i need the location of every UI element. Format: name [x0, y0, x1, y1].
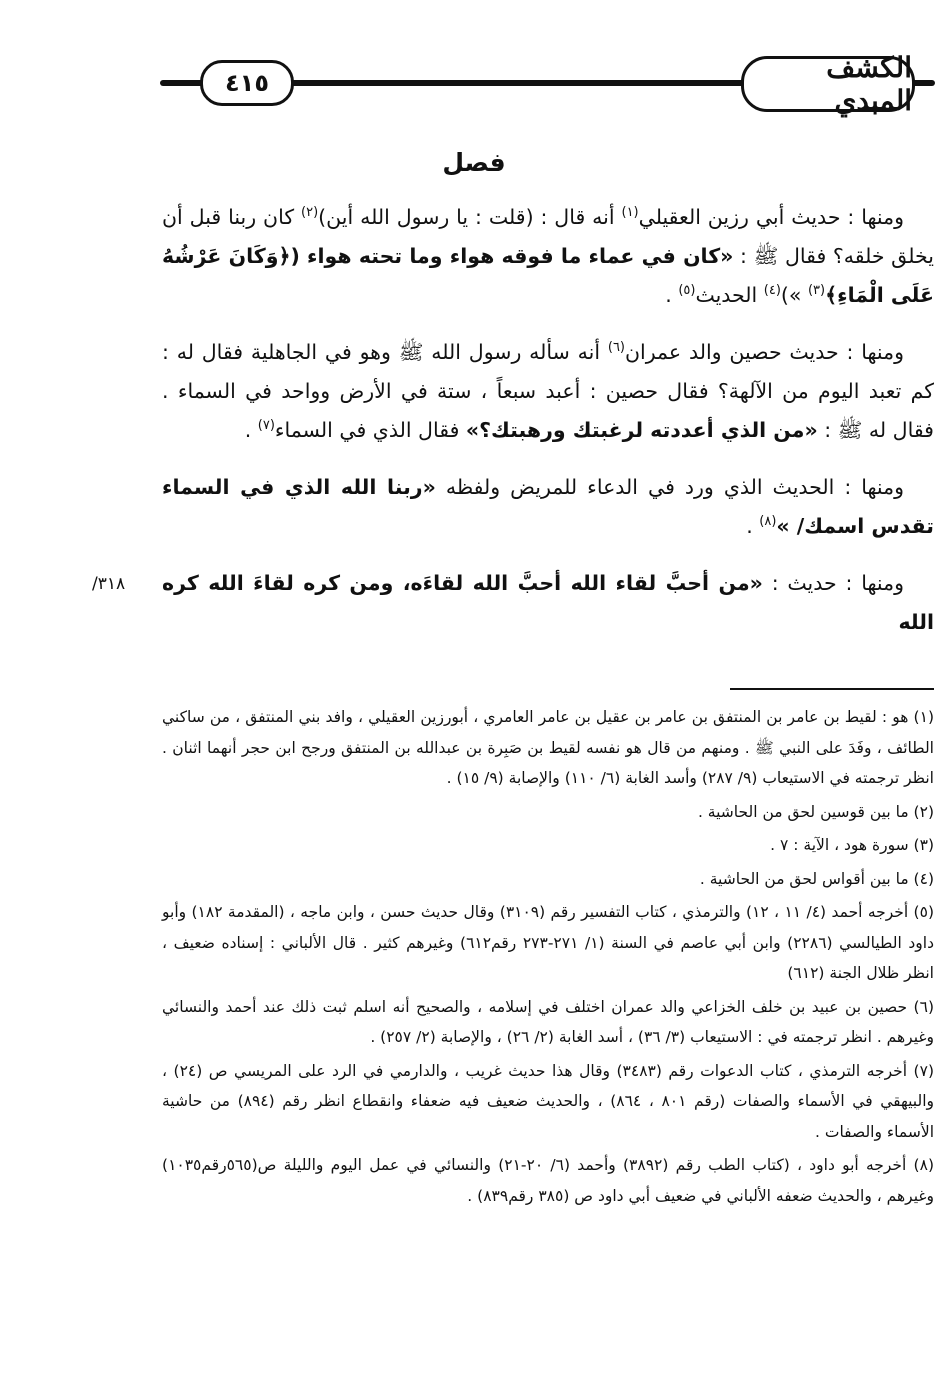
footnote-6: (٦) حصين بن عبيد بن خلف الخزاعي والد عمران اختلف في إسلامه ، والصحيح أنه اسلم ثبت ذلك عند أحمد والنسائي وغيرهم . انظر ترجمته في : الاستيعاب (٣/ ٣٦) ، أسد الغابة (٢/ ٢٦) ، والإصابة (٢/ ٢٥٧) .: [162, 997, 934, 1046]
text-run: الحديث: [695, 283, 764, 307]
manuscript-folio-note: ٣١٨/: [92, 574, 126, 594]
text-run: .: [746, 514, 760, 538]
text-run: ومنها : حديث :: [762, 571, 904, 595]
footnote-3: (٣) سورة هود ، الآية : ٧ .: [770, 836, 934, 854]
hadith-quote: «ربنا الله الذي في السماء تقدس اسمك/ »: [162, 475, 934, 538]
text-run: ومنها : حديث أبي رزين العقيلي: [638, 205, 904, 229]
text-run: .: [665, 283, 679, 307]
text-run: كان ربنا قبل أن يخلق خلقه؟ فقال ﷺ :: [162, 205, 934, 268]
hadith-quote: «من الذي أعددته لرغبتك ورهبتك؟»: [465, 418, 818, 442]
footnotes: [162, 702, 934, 1214]
footnote-ref: (٢): [301, 205, 319, 221]
footnote-ref: (١): [621, 205, 639, 221]
text-run: ومنها : الحديث الذي ورد في الدعاء للمريض ولفظه: [435, 475, 904, 499]
footnote-separator: [730, 688, 934, 690]
text-run: »): [780, 283, 808, 307]
text-run: .: [244, 418, 258, 442]
footnote-ref: (٧): [257, 418, 275, 434]
paragraph-4: [162, 564, 934, 642]
book-title: الكشف المبدي: [826, 51, 912, 117]
paragraph-2: [162, 333, 934, 450]
book-title-cartouche: [741, 51, 915, 117]
footnote-5: (٥) أخرجه أحمد (٤/ ١١ ، ١٢) والترمذي ، كتاب التفسير رقم (٣١٠٩) وقال حديث حسن ، وابن ماجه ، (المقدمة ١٨٢) وأبو داود الطيالسي (٢٢٨٦) وابن أبي عاصم في السنة (١/ ٢٧١-٢٧٣ رقم٦١٢) وغيرهم كثير . قال الألباني : إسناده ضعيف ، انظر ظلال الجنة (٦١٢): [162, 903, 934, 982]
text-run: ومنها : حديث حصين والد عمران: [625, 340, 904, 364]
footnote-ref: (٥): [678, 283, 696, 299]
paragraph-3: [162, 468, 934, 546]
page-header: [160, 51, 935, 117]
page-number: ٤١٥: [225, 69, 269, 97]
footnote-ref: (٨): [759, 514, 777, 530]
footnote-ref: (٣): [807, 283, 826, 299]
footnote-ref: (٤): [763, 283, 781, 299]
main-text: [162, 198, 934, 660]
hadith-quote: «من أحبَّ لقاء الله أحبَّ الله لقاءَه، ومن كره لقاءَ الله كره الله: [162, 571, 934, 634]
text-run: أنه قال : (قلت : يا رسول الله أين): [318, 205, 622, 229]
hadith-quote: «كان في عماء ما فوقه هواء وما تحته هواء (﴿وَكَانَ عَرْشُهُ عَلَى الْمَاءِ﴾: [162, 244, 934, 307]
footnote-7: (٧) أخرجه الترمذي ، كتاب الدعوات رقم (٣٤٨٣) وقال هذا حديث غريب ، والدارمي في الرد على المريسي ص (٢٤) ، والبيهقي في الأسماء والصفات (رقم ٨٠١ ، ٨٦٤) ، والحديث ضعيف فيه ضعفاء وانقطاع انظر رقم (٨٩٤) من حاشية الأسماء والصفات .: [162, 1061, 934, 1141]
text-run: فقال الذي في السماء: [274, 418, 466, 442]
footnote-1: (١) هو : لقيط بن عامر بن المنتفق بن عامر بن عقيل بن عامر العامري ، أبورزين العقيلي ، وافد بني المنتفق ، من ساكني الطائف ، وفَدَ على النبي ﷺ . ومنهم من قال هو نفسه لقيط بن صَبِرة بن عبدالله بن المنتفق ورجح ابن حجر أنهما اثنان . انظر ترجمته في الاستيعاب (٩/ ٢٨٧) وأسد الغابة (٦/ ١١٠) والإصابة (٩/ ١٥) .: [162, 708, 934, 787]
footnote-4: (٤) ما بين أقواس لحق من الحاشية .: [699, 869, 934, 888]
footnote-8: (٨) أخرجه أبو داود ، (كتاب الطب رقم (٣٨٩٢) وأحمد (٦/ ٢٠-٢١) والنسائي في عمل اليوم والليلة ص(٥٦٥رقم١٠٣٥) وغيرهم ، والحديث ضعفه الألباني في ضعيف أبي داود ص (٣٨٥ رقم٨٣٩) .: [162, 1156, 934, 1205]
text-run: أنه سأله رسول الله ﷺ وهو في الجاهلية فقال له : كم تعبد اليوم من الآلهة؟ فقال حصين : أعبد سبعاً ، ستة في الأرض وواحد في السماء . فقال له ﷺ :: [162, 340, 934, 442]
paragraph-1: [162, 198, 934, 315]
footnote-ref: (٦): [607, 340, 625, 356]
section-title: فصل: [442, 148, 506, 177]
page-number-cartouche: [200, 60, 294, 106]
footnote-2: (٢) ما بين قوسين لحق من الحاشية .: [697, 802, 934, 821]
